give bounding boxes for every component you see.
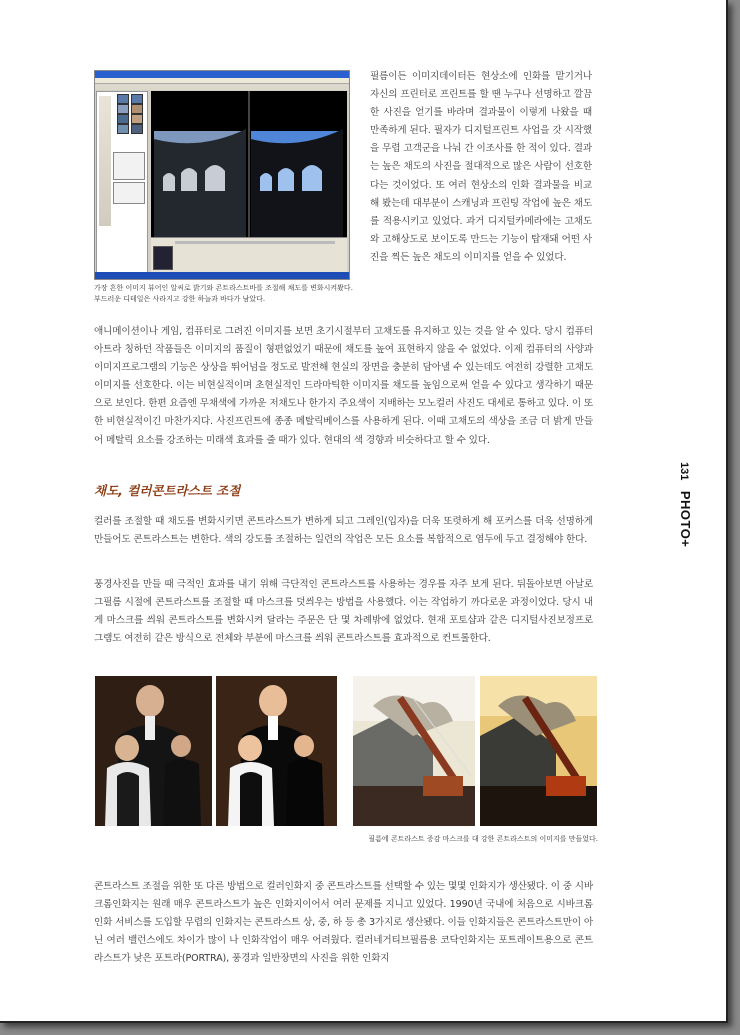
section-heading: 채도, 컬러콘트라스트 조절 — [94, 483, 241, 498]
fire-truck-photo-original — [353, 676, 475, 826]
screenshot-taskbar — [95, 272, 349, 279]
body-paragraph-3: 풍경사진을 만들 때 극적인 효과를 내기 위해 극단적인 콘트라스트를 사용하는 경우를 자주 보게 된다. 뒤돌아보면 아날로그필름 시절에 콘트라스트를 조절할 때 마스크를 덧씌우는 방법을 사용했다. 이는 작업하기 까다로운 과정이었다. 당시 내게 마스크를 씌워 콘트라스트를 변화시켜 달라는 주문은 단 몇 차례밖에 없었다. 현재 포토샵과 같은 디지털사진보정프로그램도 여전히 같은 방식으로 전체와 부분에 마스크를 씌워 콘트라스트를 효과적으로 컨트롤한다. — [94, 579, 593, 645]
screenshot-titlebar — [95, 71, 349, 78]
family-portrait-photo-original — [95, 676, 212, 826]
figure-caption-1: 가장 흔한 이미지 뷰어인 알씨로 밝기와 콘트라스트바를 조절해 채도를 변화시켜봤다. 부드러운 디테일은 사라지고 강한 하늘과 바다가 남았다. — [94, 284, 353, 303]
screenshot-filmstrip — [151, 237, 347, 275]
fire-truck-photo-contrast — [480, 676, 597, 826]
body-paragraph-2: 컬러를 조절할 때 채도를 변화시키면 콘트라스트가 변하게 되고 그레인(입자)을 더욱 또렷하게 해 포커스를 더욱 선명하게 만들어도 콘트라스트는 변한다. 색의 강도를 조절하는 일련의 작업은 모든 요소를 복합적으로 염두에 두고 결정해야 한다. — [94, 516, 593, 546]
photo-viewer-screenshot — [94, 70, 350, 280]
arches-photo — [151, 91, 347, 237]
magazine-name: PHOTO+ — [678, 490, 693, 548]
family-portrait-photo-contrast — [216, 676, 337, 826]
screenshot-image-preview — [151, 91, 347, 237]
figure-caption-2: 필름에 콘트라스트 증감 마스크를 대 강한 콘트라스트의 이미지를 만들었다. — [368, 835, 598, 843]
running-footer — [676, 462, 694, 547]
screenshot-thumbnail-panel — [96, 91, 148, 276]
page-number: 131 — [678, 462, 690, 481]
intro-paragraph: 필름이든 이미지데이터든 현상소에 인화를 맡기거나 자신의 프린터로 프린트를 할 땐 누구나 선명하고 깔끔한 사진을 얻기를 바라며 결과물이 이렇게 나왔을 때 만족하게 된다. 필자가 디지털프린트 사업을 갓 시작했을 무렵 고객군을 나눠 간 이조사를 한 적이 있다. 결과는 높은 채도의 사진을 절대적으로 많은 사람이 선호한다는 것이었다. 또 여러 현상소의 인화 결과물을 비교해 봤는데 대부분이 스캐닝과 프린팅 작업에 높은 채도를 적용시키고 있었다. 과거 디지털카메라에는 고채도와 고해상도로 보이도록 만드는 기능이 탑재돼 어떤 사진을 찍든 높은 채도의 이미지를 얻을 수 있었다. — [370, 71, 592, 263]
screenshot-toolbar — [95, 84, 349, 90]
body-paragraph-1: 애니메이션이나 게임, 컴퓨터로 그려진 이미지를 보면 초기시절부터 고채도를 유지하고 있는 것을 알 수 있다. 당시 컴퓨터아트라 칭하던 작품들은 이미지의 품질이 형편없었기 때문에 채도를 높여 표현하지 않을 수 없었다. 이제 컴퓨터의 사양과 이미지프로그램의 기능은 상상을 뛰어넘을 정도로 발전해 현실의 장면을 충분히 담아낼 수 있는데도 여전히 강렬한 고채도 이미지를 선호한다. 이는 비현실적이며 초현실적인 드라마틱한 이미지를 채도를 높임으로써 얻을 수 있다고 생각하기 때문으로 보인다. 한편 요즘엔 무채색에 가까운 저채도나 한가지 주요색이 지배하는 모노컬러 사진도 대세로 통하고 있다. 이 또한 비현실적이긴 마찬가지다. 사진프린트에 종종 메탈릭베이스를 사용하게 된다. 이때 고채도의 색상을 조금 더 밝게 만들어 메탈릭 요소를 강조하는 미래색 효과를 줄 때가 있다. 현대의 색 경향과 비슷하다고 할 수 있다. — [94, 326, 593, 446]
body-paragraph-4: 콘트라스트 조절을 위한 또 다른 방법으로 컬러인화지 중 콘트라스트를 선택할 수 있는 몇몇 인화지가 생산됐다. 이 중 시바크롬인화지는 원래 매우 콘트라스트가 높은 인화지이어서 여러 문제를 지니고 있었다. 1990년 국내에 처음으로 시바크롬인화 서비스를 도입할 무렵의 인화지는 콘트라스트 상, 중, 하 등 총 3가지로 생산됐다. 이들 인화지들은 콘트라스트만이 아닌 여러 밸런스에도 차이가 많이 나 인화작업이 매우 어려웠다. 컬러네거티브필름용 코닥인화지는 포트레이트용으로 콘트라스트가 낮은 포트라(PORTRA), 풍경과 일반장면의 사진을 위한 인화지 — [94, 881, 593, 965]
